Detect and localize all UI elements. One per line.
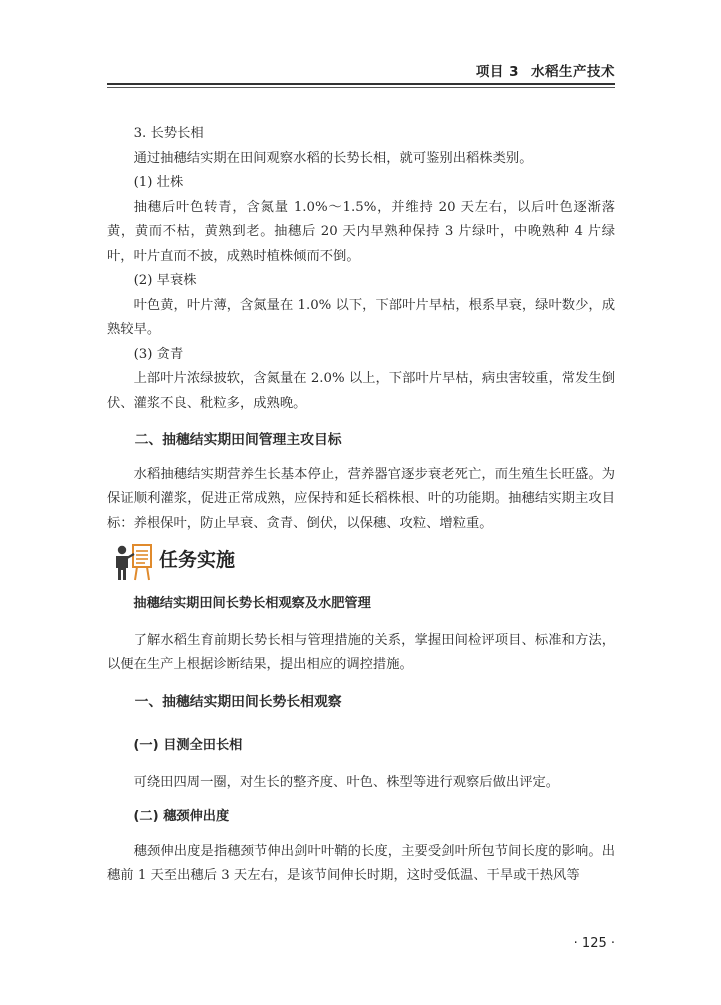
task-banner: [107, 542, 615, 582]
header-project: 项目 3: [475, 64, 519, 80]
section-3-heading: 3. 长势长相: [133, 126, 204, 141]
sub-1-label: (1) 壮株: [133, 175, 184, 190]
task-para-1a: 可绕田四周一圈，对生长的整齐度、叶色、株型等进行观察后做出评定。: [133, 774, 560, 790]
task-subtitle: 抽穗结实期田间长势长相观察及水肥管理: [133, 596, 371, 611]
task-title: 任务实施: [159, 549, 236, 571]
running-header: [476, 60, 615, 80]
sub-2-text: 叶色黄，叶片薄，含氮量在 1.0% 以下，下部叶片早枯，根系早衰，绿叶数少，成熟较早。: [107, 297, 615, 337]
task-heading-1a: (一) 目测全田长相: [133, 738, 243, 753]
header-rule-thick: [107, 83, 615, 85]
header-title: 水稻生产技术: [531, 64, 615, 80]
teacher-board-icon: [113, 542, 153, 582]
task-para-1b: 穗颈伸出度是指穗颈节伸出剑叶叶鞘的长度，主要受剑叶所包节间长度的影响。出穗前 1 天至出穗后 3 天左右，是该节间伸长时期，这时受低温、干旱或干热风等: [107, 843, 615, 883]
task-heading-1: 一、抽穗结实期田间长势长相观察: [134, 693, 342, 710]
section-two-para: 水稻抽穗结实期营养生长基本停止，营养器官逐步衰老死亡，而生殖生长旺盛。为保证顺利灌浆，促进正常成熟，应保持和延长稻株根、叶的功能期。抽穗结实期主攻目标：养根保叶，防止早衰、贪青、倒伏，以保穗、攻粒、增粒重。: [107, 466, 615, 531]
sub-3-label: (3) 贪青: [133, 346, 184, 362]
section-3-intro: 通过抽穗结实期在田间观察水稻的长势长相，就可鉴别出稻株类别。: [133, 150, 533, 166]
sub-3-text: 上部叶片浓绿披软，含氮量在 2.0% 以上，下部叶片早枯，病虫害较重，常发生倒伏、灌浆不良、秕粒多，成熟晚。: [107, 371, 615, 411]
task-heading-1b: (二) 穗颈伸出度: [133, 809, 230, 824]
header-rule-thin: [107, 87, 615, 88]
task-intro: 了解水稻生育前期长势长相与管理措施的关系，掌握田间检评项目、标准和方法，以便在生产上根据诊断结果，提出相应的调控措施。: [107, 632, 615, 672]
section-two-heading: 二、抽穗结实期田间管理主攻目标: [134, 432, 342, 448]
body-content: [107, 122, 615, 889]
page-number: · 125 ·: [573, 936, 615, 951]
sub-2-label: (2) 早衰株: [133, 273, 197, 288]
sub-1-text: 抽穗后叶色转青，含氮量 1.0%～1.5%，并维持 20 天左右，以后叶色逐渐落黄，黄而不枯，黄熟到老。抽穗后 20 天内早熟种保持 3 片绿叶，中晚熟种 4 片绿叶，叶片直而不披，成熟时植株倾而不倒。: [107, 199, 615, 264]
